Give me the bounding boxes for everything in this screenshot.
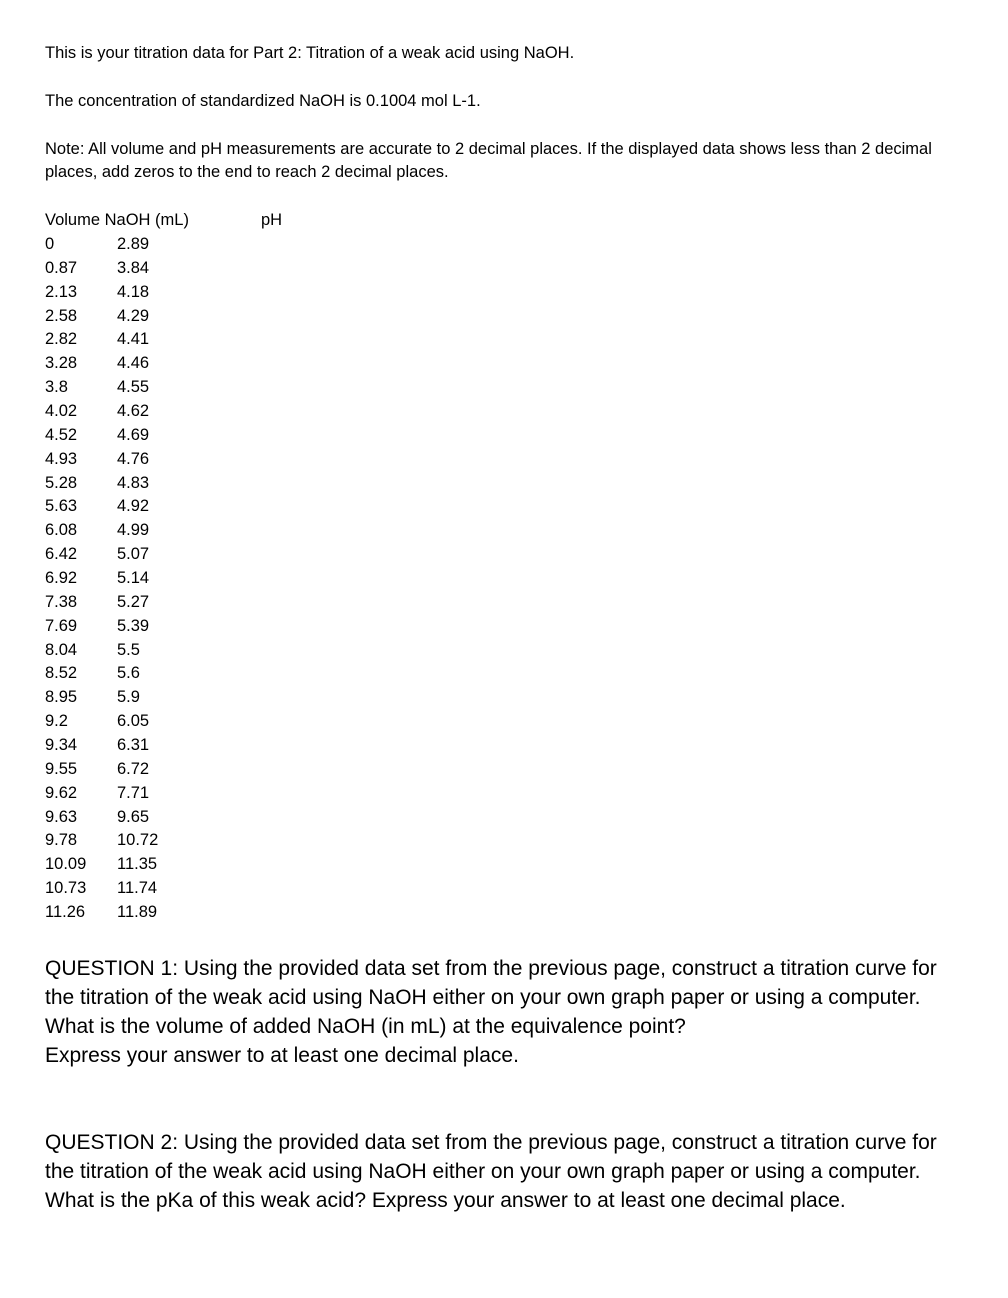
ph-cell: 11.74 [117,879,158,898]
volume-cell: 4.02 [45,402,78,421]
table-row [45,782,245,806]
volume-cell: 0.87 [45,258,78,277]
table-row [45,853,245,877]
table-row [45,400,245,424]
volume-cell: 0 [45,235,55,253]
table-row [45,734,245,758]
volume-cell: 10.73 [45,879,87,898]
ph-cell: 7.71 [117,783,150,802]
ph-cell: 4.55 [117,378,150,397]
volume-cell: 9.55 [45,759,78,778]
ph-cell: 4.62 [117,402,150,421]
table-row [45,806,245,830]
table-row [45,281,245,305]
volume-cell: 3.8 [45,378,68,397]
volume-cell: 9.63 [45,807,78,826]
volume-cell: 11.26 [45,903,86,922]
ph-cell: 3.84 [117,258,150,277]
volume-cell: 2.58 [45,306,78,325]
ph-cell: 4.46 [117,354,150,373]
ph-cell: 6.05 [117,712,150,731]
ph-cell: 5.07 [117,545,150,564]
table-row [45,472,245,496]
table-row [45,758,245,782]
titration-data-table [45,233,245,925]
ph-cell: 4.92 [117,497,150,516]
question-1-prompt: QUESTION 1: Using the provided data set from the previous page, construct a titration curve for the titration of the weak acid using NaOH either on your own graph paper or using a computer. [45,957,937,1009]
ph-cell: 6.31 [117,736,150,755]
table-row [45,615,245,639]
table-row [45,710,245,734]
ph-cell: 5.6 [117,664,140,683]
table-row [45,543,245,567]
volume-cell: 8.52 [45,664,78,683]
precision-note: Note: All volume and pH measurements are accurate to 2 decimal places. If the displayed data shows less than 2 decimal places, add zeros to the end to reach 2 decimal places. [45,140,932,181]
table-row [45,424,245,448]
volume-cell: 2.13 [45,282,78,301]
table-row [45,519,245,543]
ph-column-header: pH [261,211,283,229]
volume-cell: 10.09 [45,855,87,874]
table-row [45,352,245,376]
naoh-concentration-text: The concentration of standardized NaOH is 0.1004 mol L-1. [45,92,481,110]
table-row [45,448,245,472]
volume-cell: 6.42 [45,545,78,564]
ph-cell: 11.89 [117,903,158,922]
table-row [45,639,245,663]
question-2: QUESTION 2: Using the provided data set from the previous page, construct a titration curve for the titration of the weak acid using NaOH either on your own graph paper or using a computer. What is the pKa of this weak acid? Express your answer to at least one decimal place. [45,1131,937,1212]
volume-cell: 2.82 [45,330,78,349]
ph-cell: 4.18 [117,282,150,301]
volume-cell: 4.93 [45,449,78,468]
volume-cell: 4.52 [45,425,78,444]
table-row [45,257,245,281]
ph-cell: 4.41 [117,330,150,349]
ph-cell: 6.72 [117,759,150,778]
question-1 [45,954,960,1070]
ph-cell: 5.9 [117,688,140,707]
volume-cell: 7.38 [45,592,78,611]
table-row [45,662,245,686]
question-1-ask: What is the volume of added NaOH (in mL) at the equivalence point? [45,1015,686,1038]
table-row [45,328,245,352]
volume-cell: 6.92 [45,569,78,588]
ph-cell: 2.89 [117,235,150,253]
ph-cell: 10.72 [117,831,159,850]
table-row [45,591,245,615]
volume-cell: 6.08 [45,521,78,540]
table-row [45,376,245,400]
ph-cell: 5.5 [117,640,140,659]
volume-cell: 5.28 [45,473,78,492]
volume-column-header: Volume NaOH (mL) [45,211,189,229]
table-row [45,877,245,901]
ph-cell: 4.69 [117,425,150,444]
ph-cell: 11.35 [117,855,158,874]
question-1-instruction: Express your answer to at least one decimal place. [45,1044,519,1067]
table-row [45,495,245,519]
ph-cell: 5.14 [117,569,150,588]
ph-cell: 5.39 [117,616,150,635]
volume-cell: 9.62 [45,783,78,802]
volume-cell: 8.04 [45,640,78,659]
volume-cell: 9.34 [45,736,78,755]
ph-cell: 4.76 [117,449,150,468]
ph-cell: 5.27 [117,592,150,611]
ph-cell: 9.65 [117,807,150,826]
table-row [45,901,245,925]
volume-cell: 7.69 [45,616,78,635]
table-row [45,686,245,710]
ph-cell: 4.99 [117,521,150,540]
table-row [45,829,245,853]
intro-text: This is your titration data for Part 2: Titration of a weak acid using NaOH. [45,44,575,62]
volume-cell: 9.2 [45,712,68,731]
volume-cell: 8.95 [45,688,78,707]
volume-cell: 3.28 [45,354,78,373]
ph-cell: 4.83 [117,473,150,492]
table-row [45,567,245,591]
table-row [45,305,245,329]
ph-cell: 4.29 [117,306,150,325]
volume-cell: 9.78 [45,831,78,850]
volume-cell: 5.63 [45,497,78,516]
table-row [45,233,245,257]
